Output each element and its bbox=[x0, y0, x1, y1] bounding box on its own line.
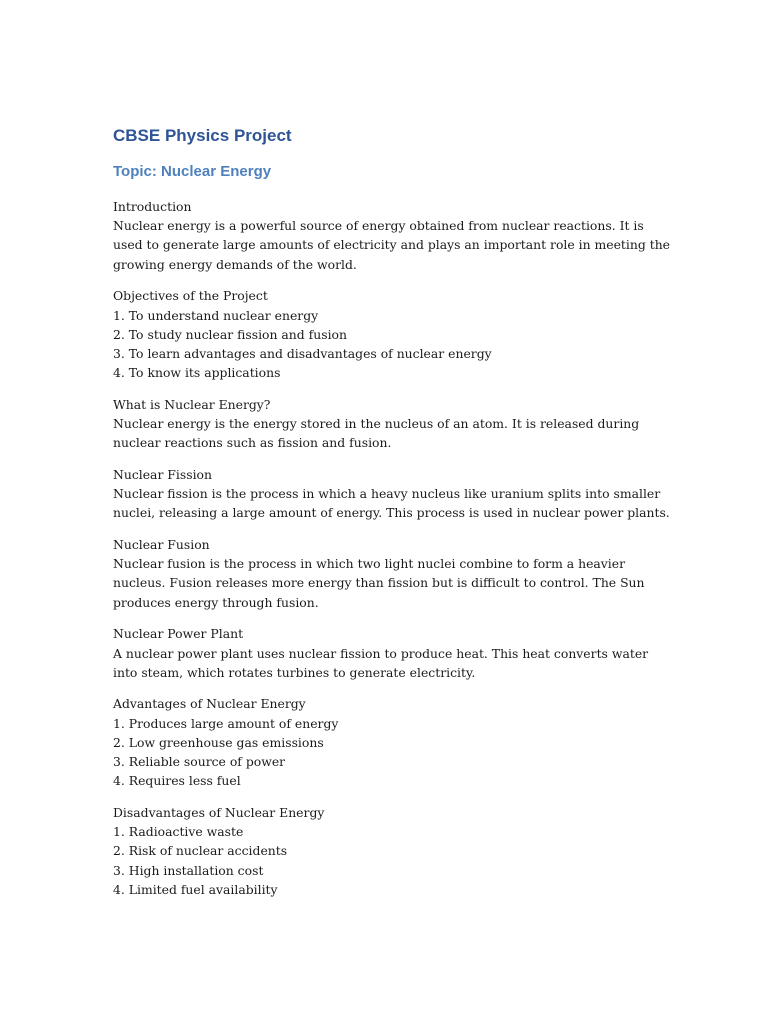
document-topic: Topic: Nuclear Energy bbox=[113, 163, 272, 180]
section-introduction bbox=[113, 197, 673, 274]
disadvantages-list bbox=[113, 822, 673, 899]
document-content bbox=[113, 124, 673, 912]
list-item: 3. To learn advantages and disadvantages of nuclear energy bbox=[113, 345, 492, 361]
list-item: 2. To study nuclear fission and fusion bbox=[113, 326, 347, 342]
list-item: 3. Reliable source of power bbox=[113, 754, 286, 770]
section-paragraph: Nuclear energy is the energy stored in the nucleus of an atom. It is released during nuclear reactions such as fission and fusion. bbox=[113, 416, 640, 451]
section-fusion bbox=[113, 535, 673, 612]
section-objectives bbox=[113, 286, 673, 382]
list-item: 1. Produces large amount of energy bbox=[113, 715, 339, 731]
list-item: 4. Limited fuel availability bbox=[113, 881, 278, 897]
section-heading: Introduction bbox=[113, 199, 192, 214]
list-item: 2. Low greenhouse gas emissions bbox=[113, 734, 324, 750]
section-paragraph: Nuclear fission is the process in which a heavy nucleus like uranium splits into smaller nuclei, releasing a large amount of energy. This process is used in nuclear power plants. bbox=[113, 486, 670, 521]
section-heading: Advantages of Nuclear Energy bbox=[113, 696, 306, 712]
section-heading: Objectives of the Project bbox=[113, 288, 268, 304]
section-disadvantages bbox=[113, 803, 673, 899]
list-item: 1. To understand nuclear energy bbox=[113, 307, 319, 323]
list-item: 3. High installation cost bbox=[113, 862, 264, 878]
section-what-is bbox=[113, 395, 673, 453]
document-sections bbox=[113, 197, 673, 899]
section-paragraph: Nuclear fusion is the process in which two light nuclei combine to form a heavier nucleus. Fusion releases more energy than fission but is difficult to control. The Sun produces energy through fusion. bbox=[113, 556, 645, 610]
section-power-plant bbox=[113, 624, 673, 682]
section-paragraph: A nuclear power plant uses nuclear fission to produce heat. This heat converts water into steam, which rotates turbines to generate electricity. bbox=[113, 645, 649, 680]
objectives-list bbox=[113, 306, 673, 383]
section-heading: Nuclear Fusion bbox=[113, 537, 210, 553]
list-item: 4. To know its applications bbox=[113, 365, 281, 381]
section-advantages bbox=[113, 694, 673, 790]
section-paragraph: Nuclear energy is a powerful source of energy obtained from nuclear reactions. It is used to generate large amounts of electricity and plays an important role in meeting the growing energy demands of the world. bbox=[113, 218, 671, 272]
list-item: 4. Requires less fuel bbox=[113, 773, 241, 789]
section-heading: Nuclear Fission bbox=[113, 466, 212, 482]
section-heading: What is Nuclear Energy? bbox=[113, 396, 271, 412]
section-fission bbox=[113, 465, 673, 523]
section-heading: Disadvantages of Nuclear Energy bbox=[113, 804, 325, 820]
section-heading: Nuclear Power Plant bbox=[113, 626, 244, 642]
document-title: CBSE Physics Project bbox=[113, 126, 292, 145]
list-item: 2. Risk of nuclear accidents bbox=[113, 843, 288, 859]
advantages-list bbox=[113, 714, 673, 791]
list-item: 1. Radioactive waste bbox=[113, 824, 244, 840]
